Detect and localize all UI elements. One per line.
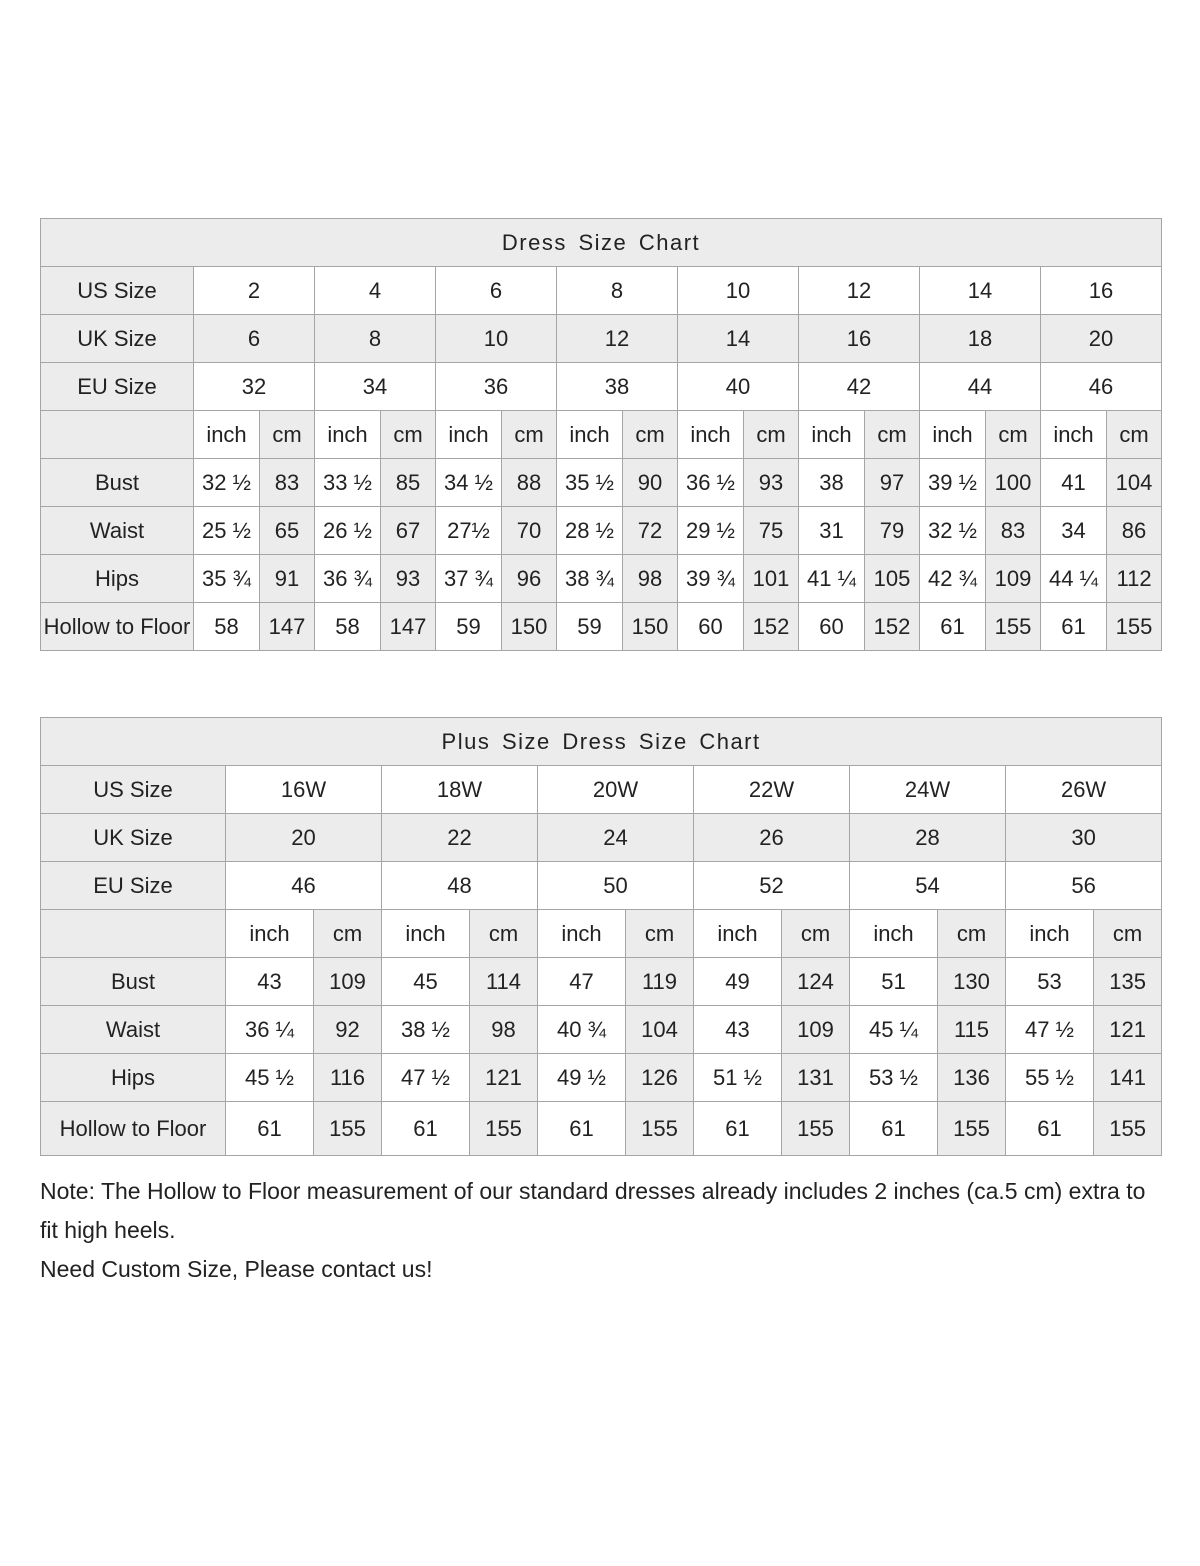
row-label-cell: EU Size	[41, 363, 194, 411]
unit-cm-cell: cm	[502, 411, 557, 459]
measurement-cm-cell: 150	[502, 603, 557, 651]
measurement-cm-cell: 109	[986, 555, 1041, 603]
measurement-inch-cell: 34	[1041, 507, 1107, 555]
measurement-cm-cell: 136	[938, 1054, 1006, 1102]
measurement-inch-cell: 43	[694, 1006, 782, 1054]
measurement-inch-cell: 53	[1006, 958, 1094, 1006]
measurement-inch-cell: 58	[315, 603, 381, 651]
size-value-cell: 10	[678, 267, 799, 315]
unit-inch-cell: inch	[1041, 411, 1107, 459]
size-value-cell: 32	[194, 363, 315, 411]
unit-cm-cell: cm	[260, 411, 315, 459]
measurement-inch-cell: 49 ½	[538, 1054, 626, 1102]
measurement-inch-cell: 51 ½	[694, 1054, 782, 1102]
size-value-cell: 42	[799, 363, 920, 411]
size-value-cell: 36	[436, 363, 557, 411]
measurement-inch-cell: 47	[538, 958, 626, 1006]
row-label-cell	[41, 910, 226, 958]
measurement-inch-cell: 33 ½	[315, 459, 381, 507]
measurement-inch-cell: 41 ¼	[799, 555, 865, 603]
measurement-cm-cell: 65	[260, 507, 315, 555]
measurement-cm-cell: 147	[381, 603, 436, 651]
measurement-cm-cell: 126	[626, 1054, 694, 1102]
note-text	[40, 1172, 1161, 1289]
size-value-cell: 40	[678, 363, 799, 411]
size-value-cell: 12	[799, 267, 920, 315]
measurement-inch-cell: 51	[850, 958, 938, 1006]
unit-inch-cell: inch	[799, 411, 865, 459]
row-label-cell: Waist	[41, 507, 194, 555]
size-value-cell: 16	[1041, 267, 1162, 315]
unit-cm-cell: cm	[626, 910, 694, 958]
measurement-inch-cell: 60	[799, 603, 865, 651]
size-value-cell: 20	[226, 814, 382, 862]
measurement-cm-cell: 98	[470, 1006, 538, 1054]
unit-cm-cell: cm	[865, 411, 920, 459]
measurement-inch-cell: 26 ½	[315, 507, 381, 555]
measurement-inch-cell: 28 ½	[557, 507, 623, 555]
measurement-inch-cell: 35 ½	[557, 459, 623, 507]
unit-inch-cell: inch	[194, 411, 260, 459]
row-label-cell: Bust	[41, 459, 194, 507]
size-value-cell: 6	[194, 315, 315, 363]
size-value-cell: 18	[920, 315, 1041, 363]
measurement-inch-cell: 61	[538, 1102, 626, 1156]
dress-size-chart-table	[40, 218, 1162, 651]
size-value-cell: 20W	[538, 766, 694, 814]
size-value-cell: 18W	[382, 766, 538, 814]
unit-inch-cell: inch	[920, 411, 986, 459]
size-value-cell: 26W	[1006, 766, 1162, 814]
measurement-cm-cell: 121	[1094, 1006, 1162, 1054]
measurement-inch-cell: 49	[694, 958, 782, 1006]
measurement-cm-cell: 135	[1094, 958, 1162, 1006]
measurement-inch-cell: 47 ½	[382, 1054, 470, 1102]
size-value-cell: 30	[1006, 814, 1162, 862]
row-label-cell: Hollow to Floor	[41, 603, 194, 651]
size-value-cell: 38	[557, 363, 678, 411]
measurement-inch-cell: 34 ½	[436, 459, 502, 507]
measurement-cm-cell: 152	[865, 603, 920, 651]
measurement-cm-cell: 72	[623, 507, 678, 555]
measurement-cm-cell: 98	[623, 555, 678, 603]
measurement-inch-cell: 36 ½	[678, 459, 744, 507]
unit-inch-cell: inch	[436, 411, 502, 459]
measurement-cm-cell: 114	[470, 958, 538, 1006]
measurement-cm-cell: 152	[744, 603, 799, 651]
measurement-inch-cell: 32 ½	[920, 507, 986, 555]
size-value-cell: 8	[557, 267, 678, 315]
measurement-inch-cell: 55 ½	[1006, 1054, 1094, 1102]
measurement-cm-cell: 155	[314, 1102, 382, 1156]
unit-cm-cell: cm	[938, 910, 1006, 958]
measurement-cm-cell: 104	[1107, 459, 1162, 507]
unit-inch-cell: inch	[226, 910, 314, 958]
measurement-inch-cell: 61	[382, 1102, 470, 1156]
size-value-cell: 14	[678, 315, 799, 363]
measurement-cm-cell: 101	[744, 555, 799, 603]
measurement-inch-cell: 61	[920, 603, 986, 651]
note-line: fit high heels.	[40, 1217, 176, 1243]
measurement-inch-cell: 25 ½	[194, 507, 260, 555]
measurement-cm-cell: 155	[782, 1102, 850, 1156]
measurement-cm-cell: 124	[782, 958, 850, 1006]
measurement-inch-cell: 45	[382, 958, 470, 1006]
measurement-cm-cell: 93	[744, 459, 799, 507]
row-label-cell: EU Size	[41, 862, 226, 910]
unit-cm-cell: cm	[381, 411, 436, 459]
measurement-inch-cell: 45 ¼	[850, 1006, 938, 1054]
unit-inch-cell: inch	[557, 411, 623, 459]
note-line: Note: The Hollow to Floor measurement of our standard dresses already includes 2 inches (ca.5 cm) extra to	[40, 1178, 1146, 1204]
plus-size-dress-size-chart-table	[40, 717, 1162, 1156]
measurement-inch-cell: 36 ¼	[226, 1006, 314, 1054]
size-value-cell: 24W	[850, 766, 1006, 814]
measurement-cm-cell: 67	[381, 507, 436, 555]
measurement-inch-cell: 61	[226, 1102, 314, 1156]
unit-cm-cell: cm	[1094, 910, 1162, 958]
size-value-cell: 6	[436, 267, 557, 315]
measurement-cm-cell: 150	[623, 603, 678, 651]
measurement-cm-cell: 116	[314, 1054, 382, 1102]
measurement-inch-cell: 38 ¾	[557, 555, 623, 603]
measurement-inch-cell: 35 ¾	[194, 555, 260, 603]
measurement-cm-cell: 112	[1107, 555, 1162, 603]
measurement-cm-cell: 109	[314, 958, 382, 1006]
row-label-cell: Hips	[41, 555, 194, 603]
row-label-cell: Hollow to Floor	[41, 1102, 226, 1156]
row-label-cell: US Size	[41, 766, 226, 814]
measurement-cm-cell: 155	[470, 1102, 538, 1156]
measurement-inch-cell: 53 ½	[850, 1054, 938, 1102]
row-label-cell: UK Size	[41, 315, 194, 363]
size-value-cell: 12	[557, 315, 678, 363]
size-value-cell: 22W	[694, 766, 850, 814]
measurement-cm-cell: 85	[381, 459, 436, 507]
measurement-inch-cell: 32 ½	[194, 459, 260, 507]
unit-inch-cell: inch	[382, 910, 470, 958]
measurement-inch-cell: 59	[557, 603, 623, 651]
size-value-cell: 24	[538, 814, 694, 862]
measurement-inch-cell: 31	[799, 507, 865, 555]
note-line: Need Custom Size, Please contact us!	[40, 1256, 433, 1282]
unit-inch-cell: inch	[315, 411, 381, 459]
measurement-cm-cell: 155	[1094, 1102, 1162, 1156]
measurement-inch-cell: 43	[226, 958, 314, 1006]
size-value-cell: 54	[850, 862, 1006, 910]
measurement-cm-cell: 155	[1107, 603, 1162, 651]
measurement-inch-cell: 58	[194, 603, 260, 651]
measurement-cm-cell: 86	[1107, 507, 1162, 555]
measurement-cm-cell: 93	[381, 555, 436, 603]
measurement-cm-cell: 130	[938, 958, 1006, 1006]
measurement-cm-cell: 88	[502, 459, 557, 507]
row-label-cell: Hips	[41, 1054, 226, 1102]
unit-cm-cell: cm	[744, 411, 799, 459]
measurement-cm-cell: 141	[1094, 1054, 1162, 1102]
measurement-cm-cell: 79	[865, 507, 920, 555]
row-label-cell: Waist	[41, 1006, 226, 1054]
measurement-cm-cell: 83	[260, 459, 315, 507]
measurement-cm-cell: 121	[470, 1054, 538, 1102]
size-value-cell: 52	[694, 862, 850, 910]
measurement-cm-cell: 100	[986, 459, 1041, 507]
measurement-inch-cell: 41	[1041, 459, 1107, 507]
size-value-cell: 46	[226, 862, 382, 910]
size-value-cell: 26	[694, 814, 850, 862]
unit-inch-cell: inch	[850, 910, 938, 958]
measurement-cm-cell: 91	[260, 555, 315, 603]
unit-cm-cell: cm	[1107, 411, 1162, 459]
size-value-cell: 20	[1041, 315, 1162, 363]
unit-cm-cell: cm	[470, 910, 538, 958]
size-value-cell: 4	[315, 267, 436, 315]
size-value-cell: 8	[315, 315, 436, 363]
measurement-inch-cell: 61	[1041, 603, 1107, 651]
unit-cm-cell: cm	[623, 411, 678, 459]
measurement-inch-cell: 27½	[436, 507, 502, 555]
unit-inch-cell: inch	[694, 910, 782, 958]
measurement-inch-cell: 38	[799, 459, 865, 507]
measurement-cm-cell: 147	[260, 603, 315, 651]
measurement-cm-cell: 104	[626, 1006, 694, 1054]
measurement-inch-cell: 38 ½	[382, 1006, 470, 1054]
measurement-cm-cell: 131	[782, 1054, 850, 1102]
measurement-inch-cell: 61	[1006, 1102, 1094, 1156]
size-value-cell: 56	[1006, 862, 1162, 910]
measurement-inch-cell: 36 ¾	[315, 555, 381, 603]
measurement-inch-cell: 40 ¾	[538, 1006, 626, 1054]
size-value-cell: 16W	[226, 766, 382, 814]
unit-inch-cell: inch	[678, 411, 744, 459]
measurement-inch-cell: 29 ½	[678, 507, 744, 555]
size-value-cell: 16	[799, 315, 920, 363]
size-value-cell: 34	[315, 363, 436, 411]
size-value-cell: 48	[382, 862, 538, 910]
measurement-cm-cell: 70	[502, 507, 557, 555]
row-label-cell: US Size	[41, 267, 194, 315]
measurement-inch-cell: 61	[850, 1102, 938, 1156]
unit-inch-cell: inch	[538, 910, 626, 958]
measurement-cm-cell: 155	[986, 603, 1041, 651]
measurement-inch-cell: 45 ½	[226, 1054, 314, 1102]
measurement-inch-cell: 47 ½	[1006, 1006, 1094, 1054]
measurement-inch-cell: 44 ¼	[1041, 555, 1107, 603]
measurement-cm-cell: 109	[782, 1006, 850, 1054]
row-label-cell: UK Size	[41, 814, 226, 862]
size-value-cell: 10	[436, 315, 557, 363]
measurement-inch-cell: 60	[678, 603, 744, 651]
table-title: Plus Size Dress Size Chart	[41, 718, 1162, 766]
size-chart-content	[40, 218, 1161, 1289]
unit-inch-cell: inch	[1006, 910, 1094, 958]
measurement-cm-cell: 90	[623, 459, 678, 507]
size-value-cell: 44	[920, 363, 1041, 411]
size-value-cell: 50	[538, 862, 694, 910]
measurement-cm-cell: 75	[744, 507, 799, 555]
size-value-cell: 22	[382, 814, 538, 862]
measurement-inch-cell: 42 ¾	[920, 555, 986, 603]
unit-cm-cell: cm	[314, 910, 382, 958]
measurement-cm-cell: 96	[502, 555, 557, 603]
measurement-cm-cell: 115	[938, 1006, 1006, 1054]
unit-cm-cell: cm	[782, 910, 850, 958]
row-label-cell	[41, 411, 194, 459]
measurement-cm-cell: 83	[986, 507, 1041, 555]
size-value-cell: 46	[1041, 363, 1162, 411]
size-value-cell: 2	[194, 267, 315, 315]
measurement-cm-cell: 155	[626, 1102, 694, 1156]
measurement-cm-cell: 97	[865, 459, 920, 507]
measurement-inch-cell: 39 ¾	[678, 555, 744, 603]
measurement-cm-cell: 105	[865, 555, 920, 603]
unit-cm-cell: cm	[986, 411, 1041, 459]
measurement-inch-cell: 37 ¾	[436, 555, 502, 603]
measurement-inch-cell: 39 ½	[920, 459, 986, 507]
table-title: Dress Size Chart	[41, 219, 1162, 267]
measurement-cm-cell: 155	[938, 1102, 1006, 1156]
measurement-cm-cell: 119	[626, 958, 694, 1006]
row-label-cell: Bust	[41, 958, 226, 1006]
measurement-inch-cell: 61	[694, 1102, 782, 1156]
measurement-cm-cell: 92	[314, 1006, 382, 1054]
size-value-cell: 14	[920, 267, 1041, 315]
size-value-cell: 28	[850, 814, 1006, 862]
measurement-inch-cell: 59	[436, 603, 502, 651]
